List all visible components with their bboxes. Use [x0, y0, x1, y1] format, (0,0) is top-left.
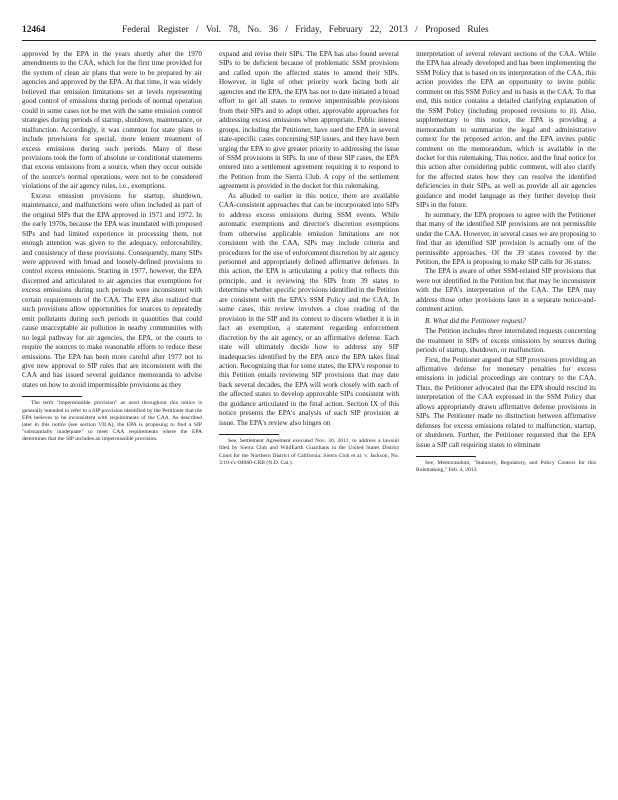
page-number: 12464 — [22, 25, 46, 35]
column-3 — [416, 50, 596, 780]
footnote: See, Memorandum, "Statutory, Regulatory, and Policy Context for this Rulemaking," Feb. 4, 2013. — [416, 460, 596, 474]
footnote: See, Settlement Agreement executed Nov. 30, 2011, to address a lawsuit filed by Sierra Club and WildEarth Guardians in the United States District Court for the Northern District of California: Sierra Club et al. v. Jackson, No. 3:10-cv-04060-CRB (N.D. Cal.). — [219, 438, 399, 466]
footnote: The term "impermissible provision" as used throughout this notice is generally intended to refer to a SIP provision identified by the Petitioner that the EPA believes to be inconsistent with requirements of the CAA. As described later in this notice (see section VII.A), the EPA is proposing to find a SIP "substantially inadequate" to meet CAA requirements where the EPA determines that the SIP includes an impermissible provision. — [22, 400, 202, 443]
paragraph: In summary, the EPA proposes to agree with the Petitioner that many of the identified SIP provisions are not permissible under the CAA. However, in several cases we are proposing to find that an identified SIP provision is actually one of the permissible approaches. Of the 39 states covered by the Petition, the EPA is proposing to make SIP calls for 36 states. — [416, 210, 596, 266]
paragraph: The Petition includes three interrelated requests concerning the treatment in SIPs of excess emissions by sources during periods of startup, shutdown, or malfunction. — [416, 327, 596, 355]
paragraph: As alluded to earlier in this notice, there are available CAA-consistent approaches that can be incorporated into SIPs to address excess emissions during SSM events. While automatic exemptions and director's discretion exemptions from otherwise applicable emission limitations are not consistent with the CAA, SIPs may include criteria and procedures for the use of enforcement discretion by air agency personnel and appropriately defined affirmative defenses. In this action, the EPA is articulating a policy that reflects this principle, and is reviewing the SIPs from 39 states to determine whether specific provisions identified in the Petition are consistent with the EPA's SSM Policy and the CAA. In some cases, this review involves a close reading of the provision in the SIP and its context to discern whether it is in fact an exemption, a statement regarding enforcement discretion by the air agency, or an affirmative defense. Each state will ultimately decide how to address any SIP inadequacies identified by the EPA once the EPA takes final action. Recognizing that for some states, the EPA's response to this Petition entails reviewing SIP provisions that may date back several decades, the EPA will work closely with each of the affected states to develop approvable SIPs consistent with the guidance articulated in the final action. Section IX of this notice presents the EPA's analysis of each SIP provision at issue. The EPA's review also hinges on — [219, 191, 399, 427]
paragraph: approved by the EPA in the years shortly after the 1970 amendments to the CAA, which for the first time provided for the system of clean air plans that were to be prepared by air agencies and approved by the EPA. At that time, it was widely believed that emission limitations set at levels representing good control of emissions during periods of normal operation could in some cases not be met with the same emission control strategies during periods of startup, shutdown, maintenance, or malfunction. Accordingly, it was common for state plans to include provisions for special, more lenient treatment of excess emissions during such periods. Many of these provisions took the form of absolute or conditional statements that excess emissions from a source, when they occur outside of the source's normal operations, were not to be considered violations of the air agency rules, i.e., exemptions. — [22, 50, 202, 191]
running-head: Federal Register / Vol. 78, No. 36 / Friday, February 22, 2013 / Proposed Rules — [122, 25, 489, 35]
footnote-rule — [22, 396, 82, 397]
column-1 — [22, 50, 202, 780]
page-header — [22, 20, 596, 41]
footnote-rule — [219, 434, 279, 435]
paragraph: expand and revise their SIPs. The EPA has also found several SIPs to be deficient because of problematic SSM provisions and called upon the affected states to amend their SIPs. However, in light of other priority work facing both air agencies and the EPA, the EPA has not to date initiated a broad effort to get all states to remove impermissible provisions from their SIPs and to adopt other, approvable approaches for addressing excess emissions when appropriate. Public interest groups, including the Petitioner, have sued the EPA in several state-specific cases concerning SIP issues, and they have been urging the EPA to give greater priority to addressing the issue of SSM provisions in SIPs. In one of these SIP cases, the EPA entered into a settlement agreement requiring it to respond to the Petition from the Sierra Club. A copy of the settlement agreement is provided in the docket for this rulemaking. — [219, 50, 399, 191]
paragraph: The EPA is aware of other SSM-related SIP provisions that were not identified in the Petition but that may be inconsistent with the EPA's interpretation of the CAA. The EPA may address those other provisions later in a separate notice-and-comment action. — [416, 267, 596, 314]
section-heading: B. What did the Petitioner request? — [425, 316, 526, 325]
paragraph: Excess emission provisions for startup, shutdown, maintenance, and malfunctions were often included as part of the original SIPs that the EPA approved in 1971 and 1972. In the early 1970s, because the EPA was inundated with proposed SIPs and had limited experience in processing them, not enough attention was given to the adequacy, enforceability, and consistency of these provisions. Consequently, many SIPs were approved with broad and loosely-defined provisions to control excess emissions. Starting in 1977, however, the EPA discerned and articulated to air agencies that exemptions for excess emissions during such periods were inconsistent with certain requirements of the CAA. The EPA also realized that such provisions allow opportunities for sources to repeatedly emit pollutants during such periods in quantities that could cause unacceptable air pollution in nearby communities with no legal pathway for air agencies, the EPA, or the courts to require the sources to make reasonable efforts to reduce these emissions. The EPA has been more careful after 1977 not to give new approval to SIP rules that are inconsistent with the CAA and has issued several guidance memoranda to advise states on how to avoid impermissible provisions as they — [22, 191, 202, 389]
paragraph: interpretation of several relevant sections of the CAA. While the EPA has already developed and has been implementing the SSM Policy that is based on its interpretation of the CAA, this action provides the EPA an opportunity to invite public comment on this SSM Policy and its basis in the CAA. To that end, this notice contains a detailed clarifying explanation of the SSM Policy (including proposed revisions to it). Also, supplementary to this notice, the EPA is providing a memorandum to summarize the legal and administrative context for the proposed action, and the EPA invites public comment on the memorandum, which is available in the docket for this rulemaking. This notice, and the final notice for this action after considering public comment, will also clarify for the affected states how they can resolve the identified deficiencies in their SIPs, as well as provide all air agencies guidance and model language as they further develop their SIPs in the future. — [416, 50, 596, 210]
column-2 — [219, 50, 399, 780]
footnote-rule — [416, 456, 476, 457]
paragraph: First, the Petitioner argued that SIP provisions providing an affirmative defense for monetary penalties for excess emissions in judicial proceedings are contrary to the CAA. Thus, the Petitioner advocated that the EPA should rescind its interpretation of the CAA expressed in the SSM Policy that allows appropriately drawn affirmative defense provisions in SIPs. The Petitioner made no distinction between affirmative defenses for excess emissions related to malfunction, startup, or shutdown. Further, the Petitioner requested that the EPA issue a SIP call requiring states to eliminate — [416, 355, 596, 449]
